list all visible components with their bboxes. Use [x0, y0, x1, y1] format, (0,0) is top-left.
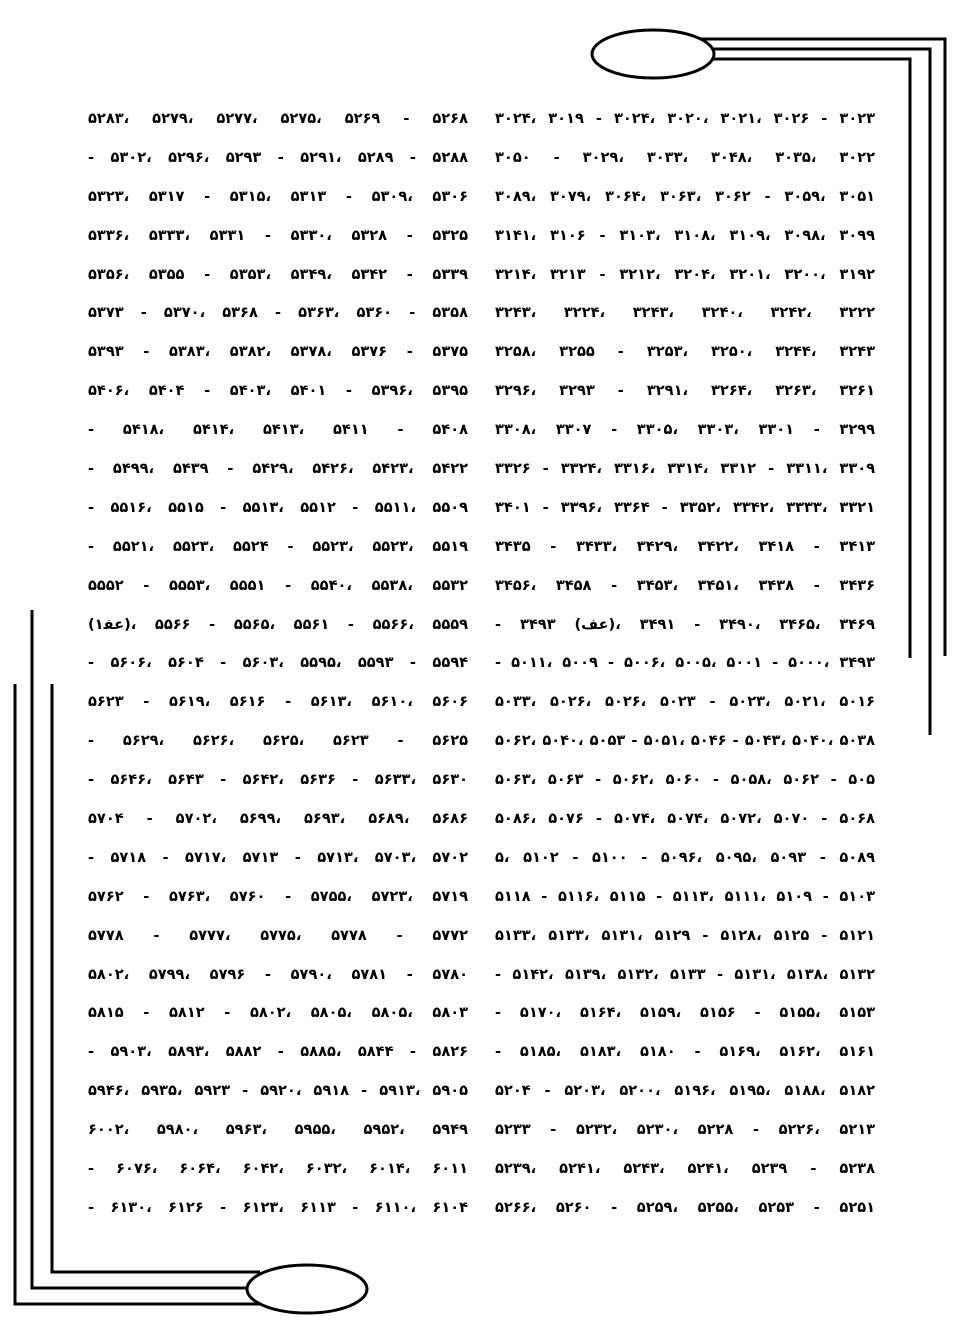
right-line-15: ۳۴۹۳ ،۵۰۰۰ - ۵۰۰۱ ،۵۰۰۵ ،۵۰۰۶ - ۵۰۰۹ ،۵۰۱۱ -: [495, 654, 875, 672]
left-line-17: ۵۶۲۵ - ۵۶۲۳ ،۵۶۲۵ ،۵۶۲۶ ،۵۶۲۹ -: [88, 732, 468, 750]
right-line-8: ۳۲۶۱ ،۳۲۶۳ ،۳۲۶۴ ،۳۲۹۱ - ۳۲۹۳ ،۳۲۹۶: [495, 382, 875, 400]
right-text-column: [495, 100, 875, 1228]
left-line-23: ۵۷۸۰ - ۵۷۸۱ ،۵۷۹۰ - ۵۷۹۶ ،۵۷۹۹ ،۵۸۰۲: [88, 965, 468, 983]
left-text-column: [88, 100, 468, 1228]
left-line-27: ۵۹۴۹ ،۵۹۵۲ ،۵۹۵۵ ،۵۹۶۳ ،۵۹۸۰ ،۶۰۰۲: [88, 1121, 468, 1139]
right-line-6: ۳۲۲۲ ،۳۲۴۲ ،۳۲۴۰ ،۳۲۴۳ ،۳۲۲۴ ،۳۲۴۳: [495, 304, 875, 322]
left-line-22: ۵۷۷۲ - ۵۷۷۸ ،۵۷۷۵ ،۵۷۷۷ - ۵۷۷۸: [88, 926, 468, 944]
right-line-3: ۳۰۵۱ ،۳۰۵۹ - ۳۰۶۲ ،۳۰۶۳ ،۳۰۶۴ ،۳۰۷۹ ،۳۰۸۹: [495, 187, 875, 205]
left-line-11: ۵۵۰۹ ،۵۵۱۱ - ۵۵۱۲ ،۵۵۱۳ - ۵۵۱۵ ،۵۵۱۶ -: [88, 498, 468, 516]
right-line-23: ۵۱۳۲ ،۵۱۳۸ ،۵۱۳۱ - ۵۱۳۳ ،۵۱۳۲ ،۵۱۳۹ ،۵۱۴۲ -: [495, 965, 875, 983]
left-line-26: ۵۹۰۵ ،۵۹۱۳ - ۵۹۱۸ ،۵۹۲۰ - ۵۹۲۳ ،۵۹۳۵ ،۵۹۴۶: [88, 1082, 468, 1100]
right-line-22: ۵۱۲۱ - ۵۱۲۵ ،۵۱۲۸ - ۵۱۲۹ ،۵۱۳۱ ،۵۱۳۳ ،۵۱۳۳: [495, 926, 875, 944]
left-line-20: ۵۷۰۲ ،۵۷۰۳ ،۵۷۱۳ - ۵۷۱۳ ،۵۷۱۷ - ۵۷۱۸ -: [88, 848, 468, 866]
right-line-2: ۳۰۲۲ ،۳۰۳۵ ،۳۰۴۸ ،۳۰۳۳ ،۳۰۲۹ - ۳۰۵۰: [495, 148, 875, 166]
left-line-24: ۵۸۰۳ ،۵۸۰۵ ،۵۸۰۵ ،۵۸۰۲ - ۵۸۱۲ - ۵۸۱۵: [88, 1004, 468, 1022]
left-line-2: ۵۲۸۸ - ۵۲۸۹ ،۵۲۹۱ - ۵۲۹۳ ،۵۲۹۶ ،۵۳۰۲ -: [88, 148, 468, 166]
left-line-4: ۵۳۲۵ - ۵۳۲۸ ،۵۳۳۰ - ۵۳۳۱ ،۵۳۳۳ ،۵۳۳۶: [88, 226, 468, 244]
left-line-3: ۵۳۰۶ ،۵۳۰۹ - ۵۳۱۳ ،۵۳۱۵ - ۵۳۱۷ ،۵۳۲۳: [88, 187, 468, 205]
left-line-6: ۵۳۵۸ - ۵۳۶۰ ،۵۳۶۳ - ۵۳۶۸ ،۵۳۷۰ - ۵۳۷۳: [88, 304, 468, 322]
left-line-13: ۵۵۳۲ ،۵۵۳۸ ،۵۵۴۰ - ۵۵۵۱ ،۵۵۵۳ - ۵۵۵۲: [88, 576, 468, 594]
bottom-oval-ornament: [247, 1265, 367, 1313]
right-line-14: ۳۴۶۹ ،۳۴۶۵ ،۳۴۹۰ - ۳۴۹۱ ،(ع‍ف) ۳۴۹۳ -: [495, 615, 875, 633]
right-line-19: ۵۰۶۸ - ۵۰۷۰ ،۵۰۷۲ ،۵۰۷۴ ،۵۰۷۴ - ۵۰۷۶ ،۵۰۸۶: [495, 810, 875, 828]
left-line-15: ۵۵۹۴ - ۵۵۹۳ ،۵۵۹۵ ،۵۶۰۳ - ۵۶۰۴ ،۵۶۰۶ -: [88, 654, 468, 672]
left-line-28: ۶۰۱۱ ،۶۰۱۴ ،۶۰۳۲ ،۶۰۴۲ ،۶۰۶۴ ،۶۰۷۶ -: [88, 1160, 468, 1178]
left-line-16: ۵۶۰۶ ،۵۶۱۰ ،۵۶۱۳ - ۵۶۱۶ ،۵۶۱۹ - ۵۶۲۳: [88, 693, 468, 711]
left-line-5: ۵۳۳۹ - ۵۳۴۲ ،۵۳۴۹ ،۵۳۵۳ - ۵۳۵۵ ،۵۳۵۶: [88, 265, 468, 283]
right-line-12: ۳۴۱۳ - ۳۴۱۸ ،۳۴۲۲ ،۳۴۲۹ ،۳۴۳۳ - ۳۴۳۵: [495, 537, 875, 555]
left-line-14: ۵۵۵۹ ،۵۵۶۶ - ۵۵۶۱ ،۵۵۶۵ - ۵۵۶۶ ،(ع‍ف‍۱): [88, 615, 468, 633]
right-line-17: ۵۰۳۸ ،۵۰۴۰ ،۵۰۴۳ - ۵۰۴۶ ،۵۰۵۱ - ۵۰۵۳ ،۵۰۴۰ ،۵۰۶۲: [495, 732, 875, 750]
right-line-24: ۵۱۵۳ ،۵۱۵۵ - ۵۱۵۶ ،۵۱۵۹ ،۵۱۶۴ ،۵۱۷۰ -: [495, 1004, 875, 1022]
left-line-10: ۵۴۲۲ ،۵۴۲۳ ،۵۴۲۶ ،۵۴۲۹ - ۵۴۳۹ ،۵۴۹۹ -: [88, 460, 468, 478]
right-line-21: ۵۱۰۳ - ۵۱۰۹ ،۵۱۱۱ ،۵۱۱۳ - ۵۱۱۵ ،۵۱۱۶ - ۵۱۱۸: [495, 887, 875, 905]
right-line-27: ۵۲۱۳ ،۵۲۲۶ - ۵۲۲۸ ،۵۲۳۰ ،۵۲۳۲ - ۵۲۳۳: [495, 1121, 875, 1139]
left-line-12: ۵۵۱۹ ،۵۵۲۳ ،۵۵۲۳ - ۵۵۲۴ ،۵۵۲۳ ،۵۵۲۱ -: [88, 537, 468, 555]
right-line-26: ۵۱۸۲ ،۵۱۸۸ ،۵۱۹۵ ،۵۱۹۶ ،۵۲۰۰ ،۵۲۰۳ - ۵۲۰۴: [495, 1082, 875, 1100]
left-line-19: ۵۶۸۶ ،۵۶۸۹ ،۵۶۹۳ ،۵۶۹۹ ،۵۷۰۲ - ۵۷۰۴: [88, 810, 468, 828]
left-line-25: ۵۸۲۶ - ۵۸۴۴ ،۵۸۸۵ - ۵۸۸۲ ،۵۸۹۳ ،۵۹۰۳ -: [88, 1043, 468, 1061]
right-line-7: ۳۲۴۳ ،۳۲۴۴ ،۳۲۵۰ ،۳۲۵۳ - ۳۲۵۵ ،۳۲۵۸: [495, 343, 875, 361]
right-line-1: ۳۰۲۳ - ۳۰۲۶ ،۳۰۲۱ ،۳۰۲۰ ،۳۰۲۴ - ۳۰۱۹ ،۳۰۲۴: [495, 110, 875, 127]
right-line-16: ۵۰۱۶ ،۵۰۲۱ ،۵۰۲۳ - ۵۰۲۳ ،۵۰۲۶ ،۵۰۲۶ ،۵۰۳۳: [495, 693, 875, 711]
left-line-9: ۵۴۰۸ - ۵۴۱۱ ،۵۴۱۳ ،۵۴۱۴ ،۵۴۱۸ -: [88, 421, 468, 439]
right-line-13: ۳۴۳۶ - ۳۴۳۸ ،۳۴۵۱ ،۳۴۵۳ - ۳۴۵۸ ،۳۴۵۶: [495, 576, 875, 594]
right-line-18: ۵۰۵ - ۵۰۶۲ ،۵۰۵۸ - ۵۰۶۰ ،۵۰۶۲ - ۵۰۶۳ ،۵۰۶۳: [495, 771, 875, 789]
right-line-10: ۳۳۰۹ ،۳۳۱۱ - ۳۳۱۲ ،۳۳۱۴ ،۳۳۱۶ ،۳۳۲۴ - ۳۳۲۶: [495, 460, 875, 478]
right-line-5: ۳۱۹۲ ،۳۲۰۰ ،۳۲۰۱ ،۳۲۰۴ ،۳۲۱۲ - ۳۲۱۳ ،۳۲۱۴: [495, 265, 875, 283]
left-line-21: ۵۷۱۹ ،۵۷۲۳ ،۵۷۵۵ - ۵۷۶۰ ،۵۷۶۳ - ۵۷۶۲: [88, 887, 468, 905]
right-line-29: ۵۲۵۱ - ۵۲۵۳ ،۵۲۵۵ ،۵۲۵۹ - ۵۲۶۰ ،۵۲۶۶: [495, 1198, 875, 1216]
top-oval-ornament: [592, 30, 714, 78]
left-line-7: ۵۳۷۵ - ۵۳۷۶ ،۵۳۷۸ ،۵۳۸۲ ،۵۳۸۳ - ۵۳۹۳: [88, 343, 468, 361]
right-line-20: ۵۰۸۹ - ۵۰۹۳ ،۵۰۹۵ ،۵۰۹۶ - ۵۱۰۰ - ۵۱۰۲ ،۵: [495, 848, 875, 866]
right-line-4: ۳۰۹۹ ،۳۰۹۸ ،۳۱۰۹ ،۳۱۰۸ ،۳۱۰۳ - ۳۱۰۶ ،۳۱۴۱: [495, 226, 875, 244]
right-line-11: ۳۳۲۱ ،۳۳۳۳ ،۳۳۴۲ ،۳۳۵۲ - ۳۳۶۴ ،۳۳۹۶ - ۳۴۰۱: [495, 498, 875, 516]
left-line-8: ۵۳۹۵ ،۵۳۹۶ - ۵۴۰۱ ،۵۴۰۳ - ۵۴۰۴ ،۵۴۰۶: [88, 382, 468, 400]
left-line-18: ۵۶۳۰ ،۵۶۳۳ - ۵۶۳۶ ،۵۶۴۲ - ۵۶۴۳ ،۵۶۴۶ -: [88, 771, 468, 789]
left-line-29: ۶۱۰۴ ،۶۱۱۰ - ۶۱۱۳ ،۶۱۲۳ - ۶۱۲۶ ،۶۱۳۰ -: [88, 1198, 468, 1216]
left-line-1: ۵۲۶۸ - ۵۲۶۹ ،۵۲۷۵ ،۵۲۷۷ ،۵۲۷۹ ،۵۲۸۳: [88, 110, 468, 127]
right-line-28: ۵۲۳۸ - ۵۲۳۹ ،۵۲۴۱ ،۵۲۴۳ ،۵۲۴۱ ،۵۲۳۹: [495, 1160, 875, 1178]
right-line-9: ۳۲۹۹ - ۳۳۰۱ ،۳۳۰۳ ،۳۳۰۵ - ۳۳۰۷ ،۳۳۰۸: [495, 421, 875, 439]
right-line-25: ۵۱۶۱ ،۵۱۶۲ ،۵۱۶۹ - ۵۱۸۰ ،۵۱۸۳ ،۵۱۸۵ -: [495, 1043, 875, 1061]
